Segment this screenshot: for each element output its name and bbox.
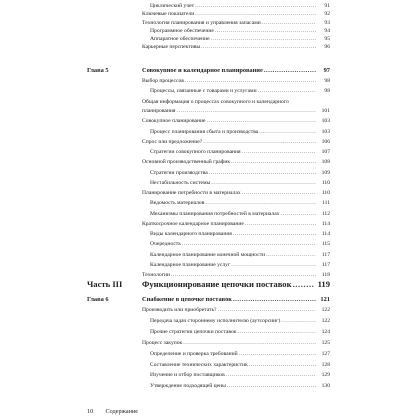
toc-entry-page: 122 bbox=[321, 307, 330, 313]
toc-entry-title: Стратегии производства bbox=[150, 169, 208, 176]
toc-entry-title: Утверждение подходящей цены bbox=[150, 383, 226, 390]
footer-page-number: 10 bbox=[87, 408, 94, 415]
toc-entry-page: 106 bbox=[321, 138, 330, 145]
toc-entry-page: 94 bbox=[324, 27, 330, 34]
part-page: 119 bbox=[317, 279, 330, 289]
toc-entry-title: Производить или приобретать? bbox=[142, 307, 217, 313]
toc-entry-title: Технологии bbox=[142, 272, 170, 278]
toc-entry-leader bbox=[142, 139, 317, 146]
part-leader bbox=[142, 279, 315, 290]
toc-entry-title: Изучение и отбор поставщиков bbox=[150, 372, 225, 379]
chapter-leader bbox=[142, 67, 317, 75]
toc-entry-title: планирования bbox=[142, 108, 176, 114]
chapter-title: Снабжение в цепочке поставок bbox=[142, 296, 232, 303]
toc-entry-leader bbox=[150, 362, 317, 369]
dot-leader bbox=[171, 272, 316, 279]
dot-leader bbox=[280, 211, 316, 218]
toc-entry-leader bbox=[142, 20, 317, 27]
toc-entry-page: 128 bbox=[321, 361, 330, 368]
chapter-label: Глава 6 bbox=[87, 296, 109, 303]
toc-entry-title: Технология планирования и управления запасами bbox=[142, 19, 261, 26]
dot-leader bbox=[231, 159, 316, 166]
toc-entry-leader bbox=[150, 170, 317, 177]
dot-leader bbox=[231, 262, 316, 269]
dot-leader bbox=[209, 170, 316, 177]
toc-entry-title: Общая информация о процессах совокупного и календарного bbox=[142, 98, 289, 105]
dot-leader bbox=[218, 307, 316, 314]
footer-section-title: Содержание bbox=[105, 408, 138, 415]
toc-entry-page: 115 bbox=[321, 241, 330, 248]
toc-entry-page: 91 bbox=[324, 3, 330, 9]
dot-leader bbox=[183, 340, 316, 347]
toc-entry-title: Определение и проверка требований bbox=[150, 350, 238, 357]
toc-entry-title: Циклический учет bbox=[150, 3, 195, 9]
toc-entry-page: 110 bbox=[321, 190, 330, 196]
dot-leader bbox=[293, 279, 314, 290]
toc-entry-title: Нестабильность системы bbox=[150, 179, 211, 186]
toc-entry-page: 122 bbox=[321, 317, 330, 324]
toc-entry-title: Процесс закупок bbox=[142, 339, 183, 346]
toc-entry-leader bbox=[150, 88, 317, 95]
toc-entry-leader bbox=[150, 211, 317, 218]
toc-entry-leader bbox=[142, 307, 317, 314]
toc-entry-page: 114 bbox=[321, 220, 330, 227]
toc-entry-leader bbox=[150, 241, 317, 248]
dot-leader bbox=[195, 3, 316, 10]
dot-leader bbox=[201, 44, 316, 51]
toc-entry-page: 98 bbox=[324, 88, 330, 95]
toc-entry-page: 117 bbox=[321, 251, 330, 258]
toc-entry-title: Ключевые показатели bbox=[142, 11, 195, 18]
dot-leader bbox=[264, 67, 316, 75]
chapter-label: Глава 5 bbox=[87, 67, 109, 74]
toc-entry-leader bbox=[142, 159, 317, 166]
toc-entry-title: Передача задач стороннему исполнителю (аутсорсинг) bbox=[150, 317, 281, 324]
part-title: Функционирование цепочки поставок bbox=[142, 279, 292, 289]
toc-entry-page: 98 bbox=[324, 78, 330, 84]
toc-entry-title: Стратегии совокупного планирования bbox=[150, 149, 241, 155]
toc-entry-page: 118 bbox=[321, 272, 330, 278]
dot-leader bbox=[226, 372, 316, 379]
toc-entry-page: 124 bbox=[321, 328, 330, 335]
toc-entry-title: Выбор процессов bbox=[142, 78, 184, 84]
toc-entry-title: Календарное планирование услуг bbox=[150, 261, 231, 268]
chapter-page: 121 bbox=[320, 296, 330, 303]
toc-entry-leader bbox=[150, 200, 317, 207]
dot-leader bbox=[195, 11, 316, 18]
dot-leader bbox=[266, 252, 316, 259]
toc-entry-leader bbox=[150, 383, 317, 390]
toc-entry-title: Прочие стратегии цепочки поставок bbox=[150, 328, 237, 335]
toc-entry-page: 96 bbox=[324, 44, 330, 51]
toc-entry-page: 109 bbox=[321, 169, 330, 176]
chapter-title: Совокупное и календарное планирование bbox=[142, 67, 263, 74]
toc-entry-page: 127 bbox=[321, 350, 330, 357]
dot-leader bbox=[205, 200, 316, 207]
toc-entry-leader bbox=[150, 329, 317, 336]
dot-leader bbox=[262, 20, 316, 27]
toc-entry-leader bbox=[142, 221, 317, 228]
toc-entry-title: Аппаратное обеспечение bbox=[150, 36, 210, 42]
toc-entry-page: 108 bbox=[321, 159, 330, 166]
toc-entry-page: 95 bbox=[324, 36, 330, 42]
toc-entry-page: 103 bbox=[321, 118, 330, 125]
dot-leader bbox=[182, 241, 316, 248]
toc-entry-title: Программное обеспечение bbox=[150, 27, 214, 34]
toc-entry-title: Механизмы планирования потребностей в материалах bbox=[150, 210, 280, 217]
toc-entry-title: Календарное планирование конечной мощности bbox=[150, 251, 266, 258]
toc-entry-title: Краткосрочное календарное планирование bbox=[142, 220, 244, 227]
toc-entry-leader bbox=[150, 351, 317, 358]
toc-entry-title: Основной производственный график bbox=[142, 159, 231, 166]
toc-entry-page: 125 bbox=[321, 339, 330, 346]
toc-entry-leader bbox=[150, 28, 317, 35]
toc-entry-leader bbox=[142, 190, 317, 197]
toc-entry-leader bbox=[142, 272, 317, 279]
dot-leader bbox=[227, 383, 316, 390]
toc-entry-title: Процессы, связанные с товарами и услугами bbox=[150, 88, 257, 95]
toc-entry-title: Ведомость материалов bbox=[150, 200, 205, 207]
toc-entry-title: Процесс планирования сбыта и производства bbox=[150, 128, 259, 135]
toc-entry-page: 117 bbox=[321, 261, 330, 268]
dot-leader bbox=[242, 190, 316, 197]
toc-entry-leader bbox=[150, 3, 317, 10]
toc-entry-leader bbox=[142, 108, 317, 115]
toc-entry-page: 107 bbox=[321, 149, 330, 155]
toc-entry-leader bbox=[150, 129, 317, 136]
dot-leader bbox=[211, 180, 316, 187]
toc-entry-leader bbox=[150, 36, 317, 43]
dot-leader bbox=[239, 351, 316, 358]
dot-leader bbox=[233, 231, 316, 238]
dot-leader bbox=[249, 362, 316, 369]
chapter-page: 97 bbox=[323, 67, 330, 74]
dot-leader bbox=[176, 108, 316, 115]
toc-entry-title: Очередность bbox=[150, 241, 181, 248]
toc-entry-page: 129 bbox=[321, 372, 330, 379]
toc-entry-leader bbox=[150, 372, 317, 379]
toc-entry-leader bbox=[150, 149, 317, 156]
dot-leader bbox=[258, 88, 316, 95]
toc-entry-leader bbox=[150, 180, 317, 187]
toc-entry-page: 103 bbox=[321, 128, 330, 135]
toc-entry-page: 130 bbox=[321, 383, 330, 390]
toc-entry-leader bbox=[150, 262, 317, 269]
toc-entry-leader bbox=[150, 231, 317, 238]
toc-entry-title: Планирование потребности в материалах bbox=[142, 190, 241, 196]
toc-entry-page: 112 bbox=[321, 210, 330, 217]
toc-entry-page: 110 bbox=[321, 179, 330, 186]
dot-leader bbox=[281, 318, 316, 325]
dot-leader bbox=[242, 149, 316, 156]
toc-entry-title: Спрос или предложение? bbox=[142, 138, 203, 145]
toc-entry-page: 111 bbox=[322, 200, 330, 207]
dot-leader bbox=[185, 78, 316, 85]
toc-entry-title: Совокупное планирование bbox=[142, 118, 206, 125]
dot-leader bbox=[233, 296, 316, 304]
part-label: Часть III bbox=[87, 279, 123, 289]
toc-entry-page: 101 bbox=[321, 108, 330, 114]
dot-leader bbox=[203, 139, 316, 146]
toc-entry-leader bbox=[150, 252, 317, 259]
toc-entry-leader bbox=[142, 340, 317, 347]
dot-leader bbox=[237, 329, 316, 336]
toc-entry-page: 114 bbox=[321, 231, 330, 237]
toc-entry-leader bbox=[142, 11, 317, 18]
toc-entry-leader bbox=[142, 99, 317, 106]
dot-leader bbox=[206, 118, 316, 125]
toc-entry-page: 93 bbox=[324, 19, 330, 26]
toc-entry-leader bbox=[142, 44, 317, 51]
toc-entry-leader bbox=[150, 318, 317, 325]
toc-entry-page: 92 bbox=[324, 11, 330, 18]
toc-entry-leader bbox=[142, 78, 317, 85]
toc-entry-title: Составление технических характеристик bbox=[150, 361, 248, 368]
dot-leader bbox=[215, 28, 316, 35]
chapter-leader bbox=[142, 296, 317, 304]
dot-leader bbox=[259, 129, 316, 136]
dot-leader bbox=[211, 36, 316, 43]
toc-entry-title: Карьерные перспективы bbox=[142, 44, 201, 51]
dot-leader bbox=[245, 221, 316, 228]
toc-entry-leader bbox=[142, 118, 317, 125]
page-footer bbox=[87, 408, 138, 415]
toc-entry-title: Виды календарного планирования bbox=[150, 231, 232, 237]
